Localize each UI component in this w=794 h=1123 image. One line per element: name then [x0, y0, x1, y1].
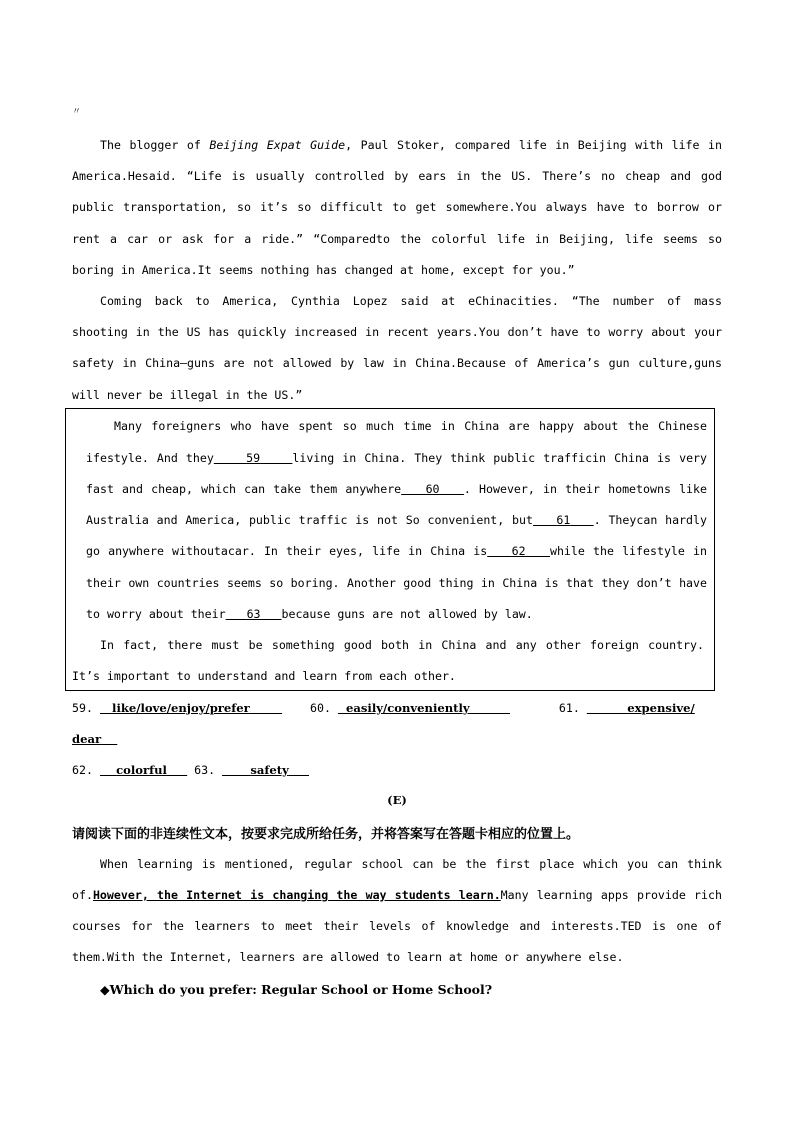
answer-60: easily/conveniently: [346, 701, 470, 715]
passage-line: safety in China—guns are not allowed by law in China.Because of America’s gun culture,guns: [72, 356, 722, 370]
passage-line: The blogger of Beijing Expat Guide, Paul Stoker, compared life in Beijing with life in: [100, 138, 723, 152]
diamond-bullet-icon: ◆: [100, 982, 110, 997]
summary-line: to worry about their 63 because guns are not allowed by law.: [86, 607, 533, 621]
answers-row: 62. colorful 63. safety: [72, 763, 722, 777]
key-sentence: However, the Internet is changing the way students learn.: [92, 888, 501, 902]
summary-line: their own countries seems so boring. Another good thing in China is that they don’t have: [86, 576, 707, 590]
answer-61-cont: dear: [72, 732, 102, 746]
summary-line: fast and cheap, which can take them anywhere 60 . However, in their hometowns like: [86, 482, 707, 496]
blank-60[interactable]: 60: [425, 482, 440, 496]
passage-line: them.With the Internet, learners are allowed to learn at home or anywhere else.: [72, 950, 624, 964]
stray-mark: 〃: [72, 107, 82, 117]
summary-line: In fact, there must be something good both in China and any other foreign country.: [100, 638, 704, 652]
answer-62: colorful: [116, 763, 167, 777]
summary-line: Many foreigners who have spent so much time in China are happy about the Chinese: [114, 419, 707, 433]
section-instruction: 请阅读下面的非连续性文本，按要求完成所给任务，并将答案写在答题卡相应的位置上。: [72, 827, 580, 842]
answer-63: safety: [250, 763, 289, 777]
passage-line: courses for the learners to meet their levels of knowledge and interests.TED is one of: [72, 919, 722, 933]
passage-line: America.Hesaid. “Life is usually controlled by ears in the US. There’s no cheap and god: [72, 169, 722, 183]
summary-line: It’s important to understand and learn from each other.: [72, 669, 456, 683]
blank-61[interactable]: 61: [556, 513, 571, 527]
answer-61: expensive/: [627, 701, 695, 715]
blank-63[interactable]: 63: [246, 607, 261, 621]
answer-59: like/love/enjoy/prefer: [112, 701, 250, 715]
summary-line: go anywhere withoutacar. In their eyes, life in China is 62 while the lifestyle in: [86, 544, 707, 558]
answers-row: 59. like/love/enjoy/prefer 60. easily/conveniently 61. expensive/: [72, 701, 695, 715]
question-line: ◆Which do you prefer: Regular School or Home School?: [100, 982, 493, 997]
passage-line: rent a car or ask for a ride.” “Comparedto the colorful life in Beijing, life seems so: [72, 232, 722, 246]
blank-59[interactable]: 59: [246, 451, 261, 465]
section-heading: (E): [387, 793, 407, 807]
summary-line: Australia and America, public traffic is not So convenient, but 61 . Theycan hardly: [86, 513, 707, 527]
passage-line: boring in America.It seems nothing has changed at home, except for you.”: [72, 263, 575, 277]
answers-row: [72, 732, 722, 746]
passage-line: public transportation, so it’s so difficult to get somewhere.You always have to borrow or: [72, 200, 722, 214]
blog-title: Beijing Expat Guide: [209, 138, 346, 152]
passage-line: Coming back to America, Cynthia Lopez said at eChinacities. “The number of mass: [100, 294, 722, 308]
blank-62[interactable]: 62: [511, 544, 526, 558]
passage-line: of.However, the Internet is changing the way students learn.Many learning apps provide rich: [72, 888, 722, 902]
passage-line: When learning is mentioned, regular school can be the first place which you can think: [100, 857, 722, 871]
passage-line: will never be illegal in the US.”: [72, 388, 303, 402]
passage-line: shooting in the US has quickly increased in recent years.You don’t have to worry about your: [72, 325, 722, 339]
summary-line: ifestyle. And they 59 living in China. They think public trafficin China is very: [86, 451, 708, 465]
